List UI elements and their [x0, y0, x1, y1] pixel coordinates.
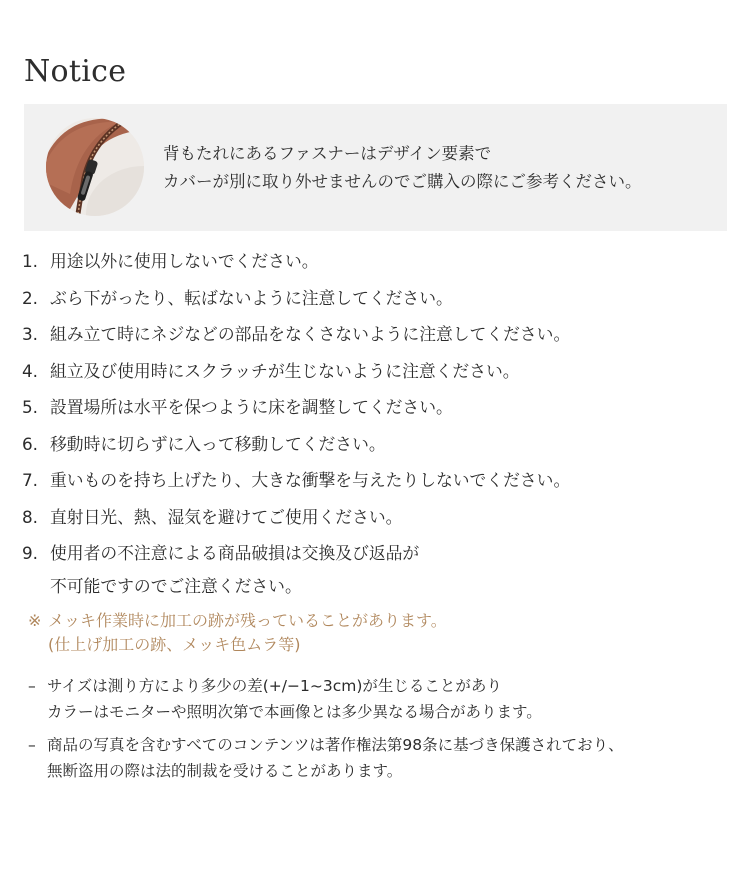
list-item: [22, 499, 732, 536]
item-number: 6.: [22, 433, 39, 454]
item-number: 8.: [22, 506, 39, 527]
item-text: 組立及び使用時にスクラッチが生じないように注意ください。: [50, 360, 520, 381]
note-text: 商品の写真を含むすべてのコンテンツは著作権法第98条に基づき保護されており、: [47, 736, 624, 754]
dash-mark: –: [28, 736, 36, 754]
caution-text: (仕上げ加工の跡、メッキ色ムラ等): [48, 635, 301, 654]
item-number: 2.: [22, 287, 39, 308]
item-text: 移動時に切らずに入って移動してください。: [50, 433, 386, 454]
note-text: カラーはモニターや照明次第で本画像とは多少異なる場合があります。: [47, 703, 542, 721]
item-number: 7.: [22, 470, 39, 490]
item-text: 設置場所は水平を保つように床を調整してください。: [50, 397, 453, 417]
caution-mark: ※: [28, 611, 42, 630]
list-item: [22, 426, 732, 463]
list-item: [22, 462, 732, 499]
item-text: ぶら下がったり、転ばないように注意してください。: [50, 287, 453, 308]
item-number: 9.: [22, 543, 39, 563]
list-item: [22, 353, 732, 390]
notice-line: 背もたれにあるファスナーはデザイン要素で: [163, 144, 492, 163]
page-title: Notice: [24, 54, 127, 89]
note-item: [28, 673, 728, 725]
notice-box: [24, 104, 727, 231]
item-number: 5.: [22, 397, 39, 417]
notice-text: [163, 140, 723, 196]
precaution-list: [22, 243, 732, 601]
item-text: 組み立て時にネジなどの部品をなくさないように注意してください。: [50, 324, 571, 344]
notice-line: カバーが別に取り外せませんのでご購入の際にご参考ください。: [163, 172, 642, 191]
note-text: 無断盗用の際は法的制裁を受けることがあります。: [47, 762, 403, 780]
notes-section: [28, 673, 728, 791]
zipper-photo-icon: [46, 118, 144, 216]
note-item: [28, 732, 728, 784]
caution-text: メッキ作業時に加工の跡が残っていることがあります。: [48, 611, 447, 630]
list-item: [22, 243, 732, 280]
caution-note: [28, 609, 447, 657]
list-item: [22, 280, 732, 317]
item-number: 1.: [22, 251, 39, 271]
item-text: 使用者の不注意による商品破損は交換及び返品が: [50, 543, 420, 563]
item-text: 不可能ですのでご注意ください。: [50, 575, 302, 596]
list-item: [22, 535, 732, 601]
list-item: [22, 316, 732, 353]
item-number: 4.: [22, 360, 39, 381]
item-text: 重いものを持ち上げたり、大きな衝撃を与えたりしないでください。: [50, 470, 571, 490]
item-number: 3.: [22, 324, 39, 344]
item-text: 用途以外に使用しないでください。: [50, 251, 319, 271]
dash-mark: –: [28, 677, 36, 695]
item-text: 直射日光、熱、湿気を避けてご使用ください。: [50, 506, 403, 527]
zipper-photo: [46, 118, 144, 216]
list-item: [22, 389, 732, 426]
note-text: サイズは測り方により多少の差(+/−1~3cm)が生じることがあり: [47, 677, 502, 695]
